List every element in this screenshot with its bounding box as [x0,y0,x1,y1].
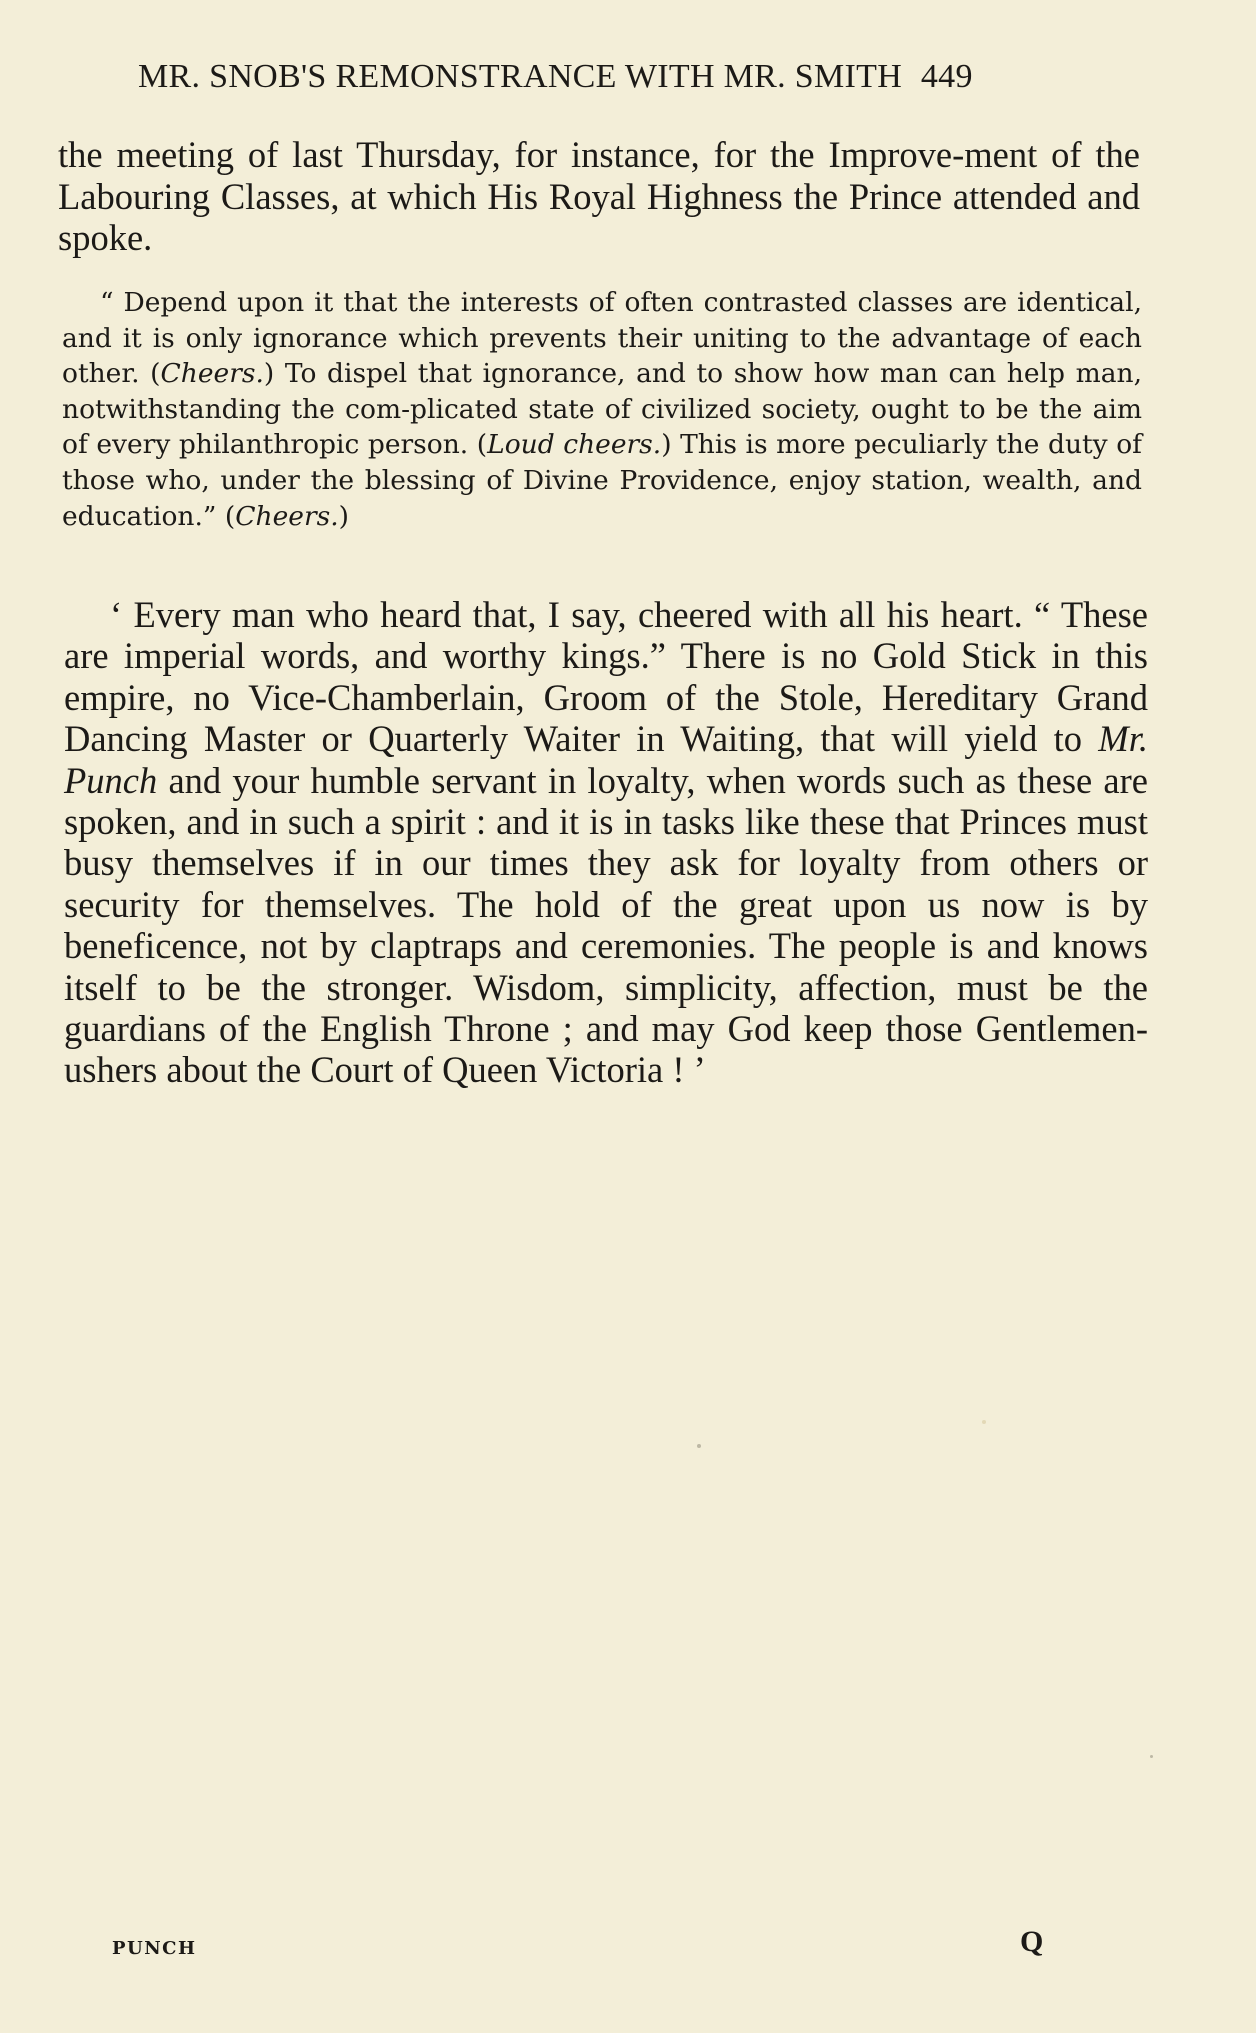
quote-text-close: ) [338,500,349,532]
mr-punch-emphasis: Mr. Punch [64,718,1148,801]
stage-direction-cheers-1: Cheers. [160,358,264,390]
main-text-part-2: and your humble servant in loyalty, when words such as these are spoken, and in such a spirit : and it is in tasks like these that Princes must busy themselves if in our times they ask for loyalty from others or security for themselves. The hold of the great upon us now is by beneficence, not by claptraps and ceremonies. The people is and knows itself to be the stronger. Wisdom, simplicity, affection, must be the guardians of the English Throne ; and may God keep those Gentlemen-ushers about the Court of Queen Victoria ! ’ [64,759,1148,1091]
page-number: 449 [920,58,973,95]
main-paragraph [64,594,1148,1091]
main-text-part-1: ‘ Every man who heard that, I say, cheered with all his heart. “ These are imperial words, and worthy kings.” There is no Gold Stick in this empire, no Vice-Chamberlain, Groom of the Stole, Hereditary Grand Dancing Master or Quarterly Waiter in Waiting, that will yield to [64,594,1148,760]
paper-speck [1150,1755,1153,1758]
quote-text-open: “ Depend upon it that the interests of often contrasted classes are identical, and it is only ignorance which prevents their uniting to the advantage of each other. ( [62,287,1142,390]
signature-mark: PUNCH [112,1938,197,1959]
stage-direction-loud-cheers: Loud cheers. [487,429,662,461]
gathering-signature: Q [1020,1925,1044,1958]
quote-text-mid-1: ) To dispel that ignorance, and to show how man can help man, notwithstanding the com-plicated state of civilized society, ought to be the aim of every philanthropic person. ( [62,358,1143,461]
stage-direction-cheers-2: Cheers. [235,500,339,532]
running-title: MR. SNOB'S REMONSTRANCE WITH MR. SMITH [138,58,903,95]
paper-speck [697,1444,701,1448]
intro-paragraph [58,134,1140,259]
paper-speck [982,1420,986,1424]
intro-text: the meeting of last Thursday, for instance, for the Improve-ment of the Labouring Classes, at which His Royal Highness the Prince attended and spoke. [58,134,1140,258]
running-head [138,58,1138,96]
quote-text-mid-2: ) This is more peculiarly the duty of those who, under the blessing of Divine Providence, enjoy station, wealth, and education.” ( [62,429,1142,532]
quoted-speech [62,285,1142,534]
